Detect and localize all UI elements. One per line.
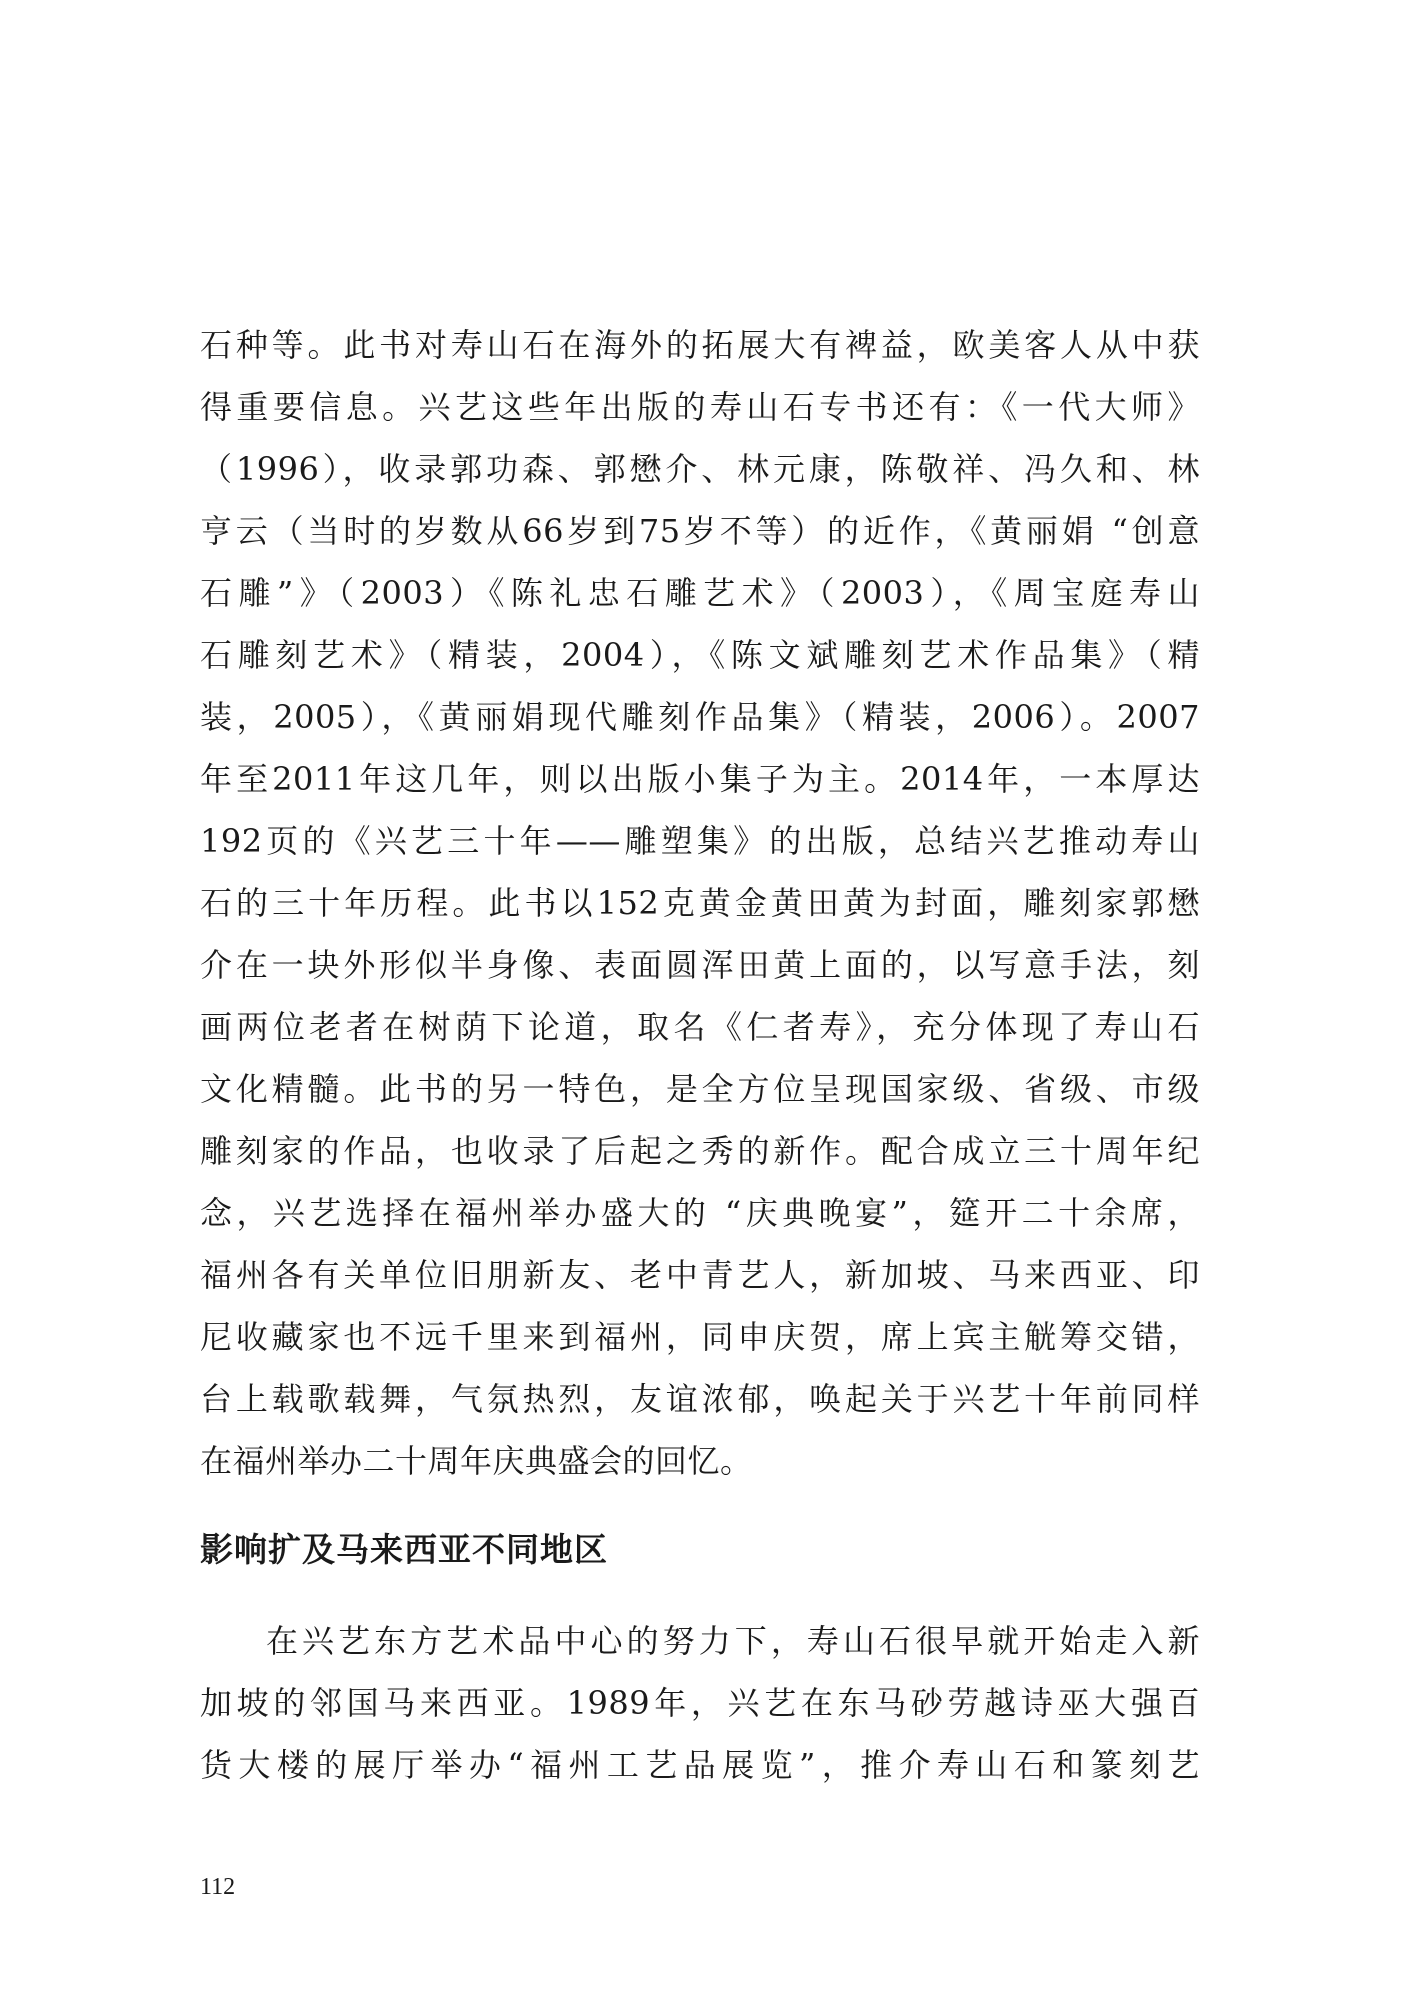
text-line: 装，2005），《黄丽娟现代雕刻作品集》（精装，2006）。2007 — [200, 698, 1200, 736]
text-line: 介在一块外形似半身像、表面圆浑田黄上面的，以写意手法，刻 — [200, 946, 1200, 984]
paragraph-malaysia — [200, 1610, 1200, 1796]
section-heading: 影响扩及马来西亚不同地区 — [200, 1530, 608, 1569]
text-line: 192页的《兴艺三十年——雕塑集》的出版，总结兴艺推动寿山 — [200, 822, 1200, 860]
text-line: 在福州举办二十周年庆典盛会的回忆。 — [200, 1442, 753, 1480]
text-line: 石雕”》（2003）《陈礼忠石雕艺术》（2003），《周宝庭寿山 — [200, 574, 1200, 612]
text-line: 石种等。此书对寿山石在海外的拓展大有裨益，欧美客人从中获 — [200, 326, 1200, 364]
text-line: 福州各有关单位旧朋新友、老中青艺人，新加坡、马来西亚、印 — [200, 1256, 1200, 1294]
text-line: 画两位老者在树荫下论道，取名《仁者寿》，充分体现了寿山石 — [200, 1008, 1200, 1046]
text-line: 石雕刻艺术》（精装，2004），《陈文斌雕刻艺术作品集》（精 — [200, 636, 1200, 674]
text-line: 台上载歌载舞，气氛热烈，友谊浓郁，唤起关于兴艺十年前同样 — [200, 1380, 1200, 1418]
text-line: （1996），收录郭功森、郭懋介、林元康，陈敬祥、冯久和、林 — [200, 450, 1200, 488]
paragraph-publications — [200, 314, 1200, 1492]
text-line: 雕刻家的作品，也收录了后起之秀的新作。配合成立三十周年纪 — [200, 1132, 1200, 1170]
text-line: 亨云（当时的岁数从66岁到75岁不等）的近作，《黄丽娟 “创意 — [200, 512, 1200, 550]
text-line: 年至2011年这几年，则以出版小集子为主。2014年，一本厚达 — [200, 760, 1200, 798]
text-line: 加坡的邻国马来西亚。1989年，兴艺在东马砂劳越诗巫大强百 — [200, 1684, 1200, 1722]
text-line: 石的三十年历程。此书以152克黄金黄田黄为封面，雕刻家郭懋 — [200, 884, 1200, 922]
text-line: 得重要信息。兴艺这些年出版的寿山石专书还有：《一代大师》 — [200, 388, 1200, 426]
text-line: 念，兴艺选择在福州举办盛大的 “庆典晚宴”，筵开二十余席， — [200, 1194, 1200, 1232]
page-number: 112 — [200, 1874, 236, 1900]
text-line: 尼收藏家也不远千里来到福州，同申庆贺，席上宾主觥筹交错， — [200, 1318, 1200, 1356]
text-line: 文化精髓。此书的另一特色，是全方位呈现国家级、省级、市级 — [200, 1070, 1200, 1108]
text-line: 货大楼的展厅举办“福州工艺品展览”，推介寿山石和篆刻艺 — [200, 1746, 1200, 1784]
text-line: 在兴艺东方艺术品中心的努力下，寿山石很早就开始走入新 — [266, 1622, 1200, 1660]
